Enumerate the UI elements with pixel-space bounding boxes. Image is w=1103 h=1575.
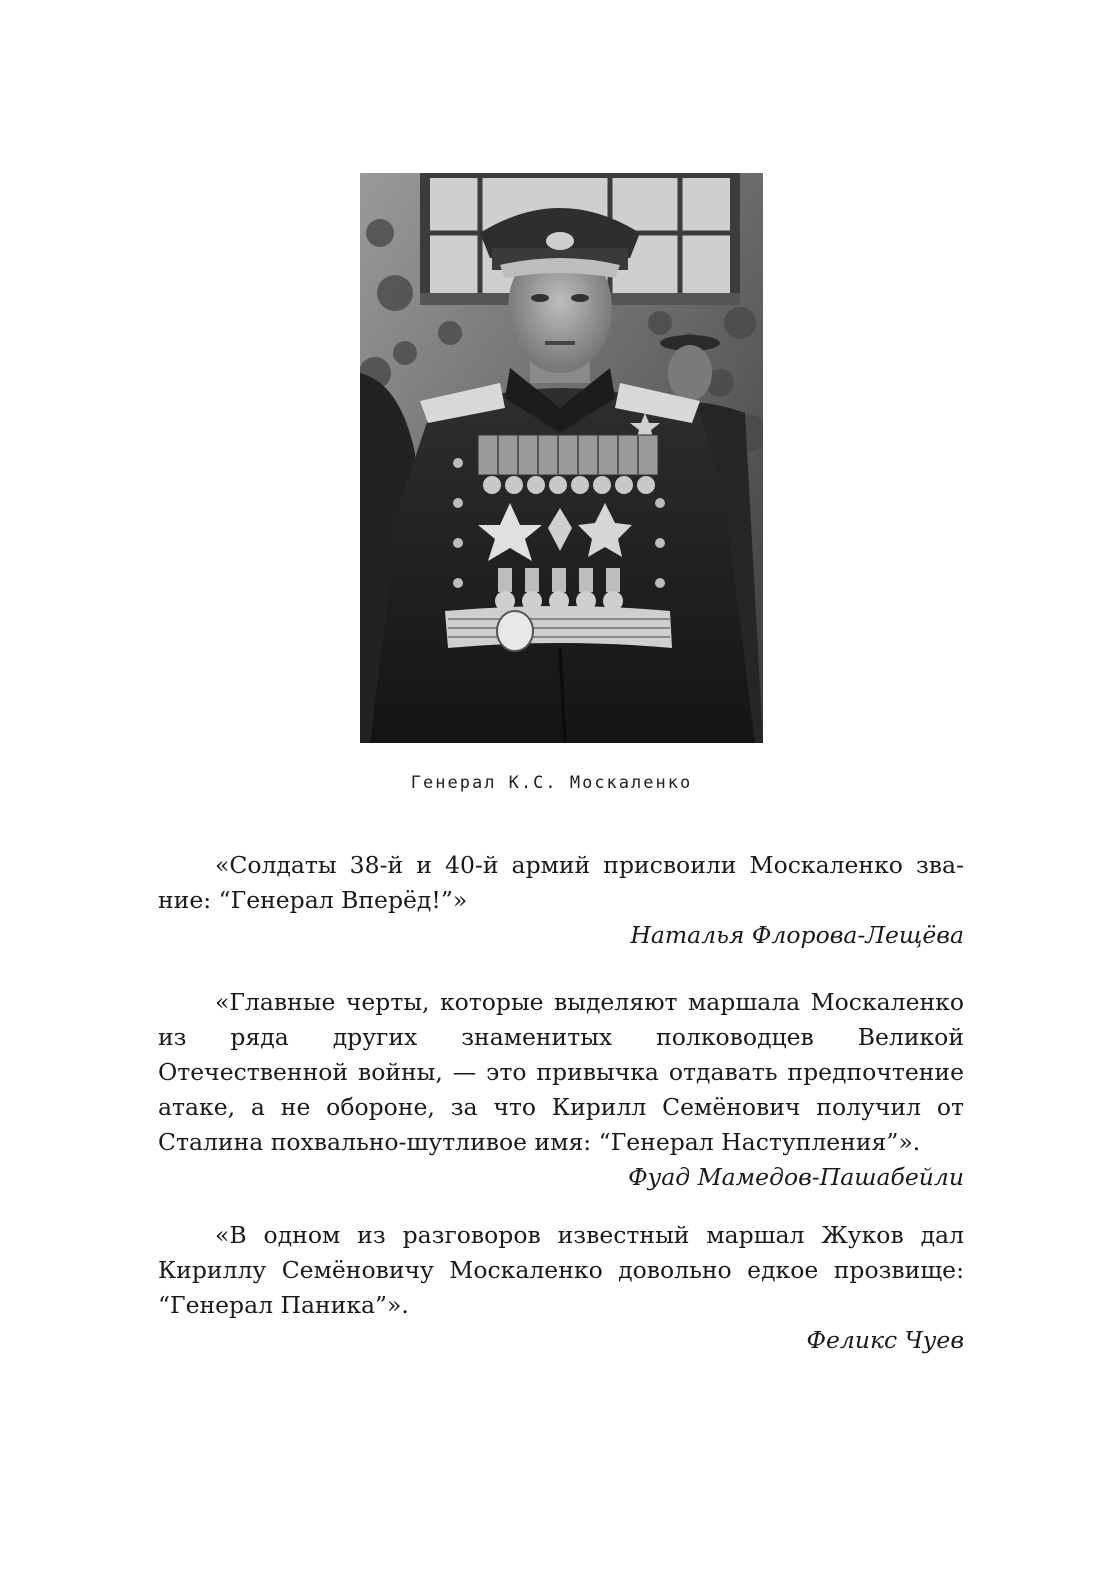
quote-text: «Главные черты, которые выделяют маршала Москаленко из ряда других знаменитых полководцев Великой Отечественной войны, — это привычка отдавать предпочтение атаке, а не обороне, за что Кирилл Семёнович получил от Сталина похвально-шутливое имя: “Генерал Наступления”».	[158, 988, 964, 1156]
quote-block	[158, 848, 964, 953]
portrait-photo-graphic	[360, 173, 763, 743]
portrait-photo	[360, 173, 763, 743]
quote-block	[158, 985, 964, 1195]
photo-caption: Генерал К.С. Москаленко	[410, 773, 693, 793]
quote-text: «В одном из разговоров известный маршал Жуков дал Кириллу Семёновичу Москаленко довольно едкое прозвище: “Генерал Паника”».	[158, 1221, 964, 1319]
quote-author: Фуад Мамедов-Пашабейли	[628, 1163, 964, 1191]
quote-author: Наталья Флорова-Лещёва	[630, 921, 964, 949]
quote-block	[158, 1218, 964, 1358]
quote-author: Феликс Чуев	[806, 1326, 964, 1354]
quote-text: «Солдаты 38-й и 40-й армий присвоили Москаленко звание: “Генерал Вперёд!”»	[158, 851, 964, 914]
